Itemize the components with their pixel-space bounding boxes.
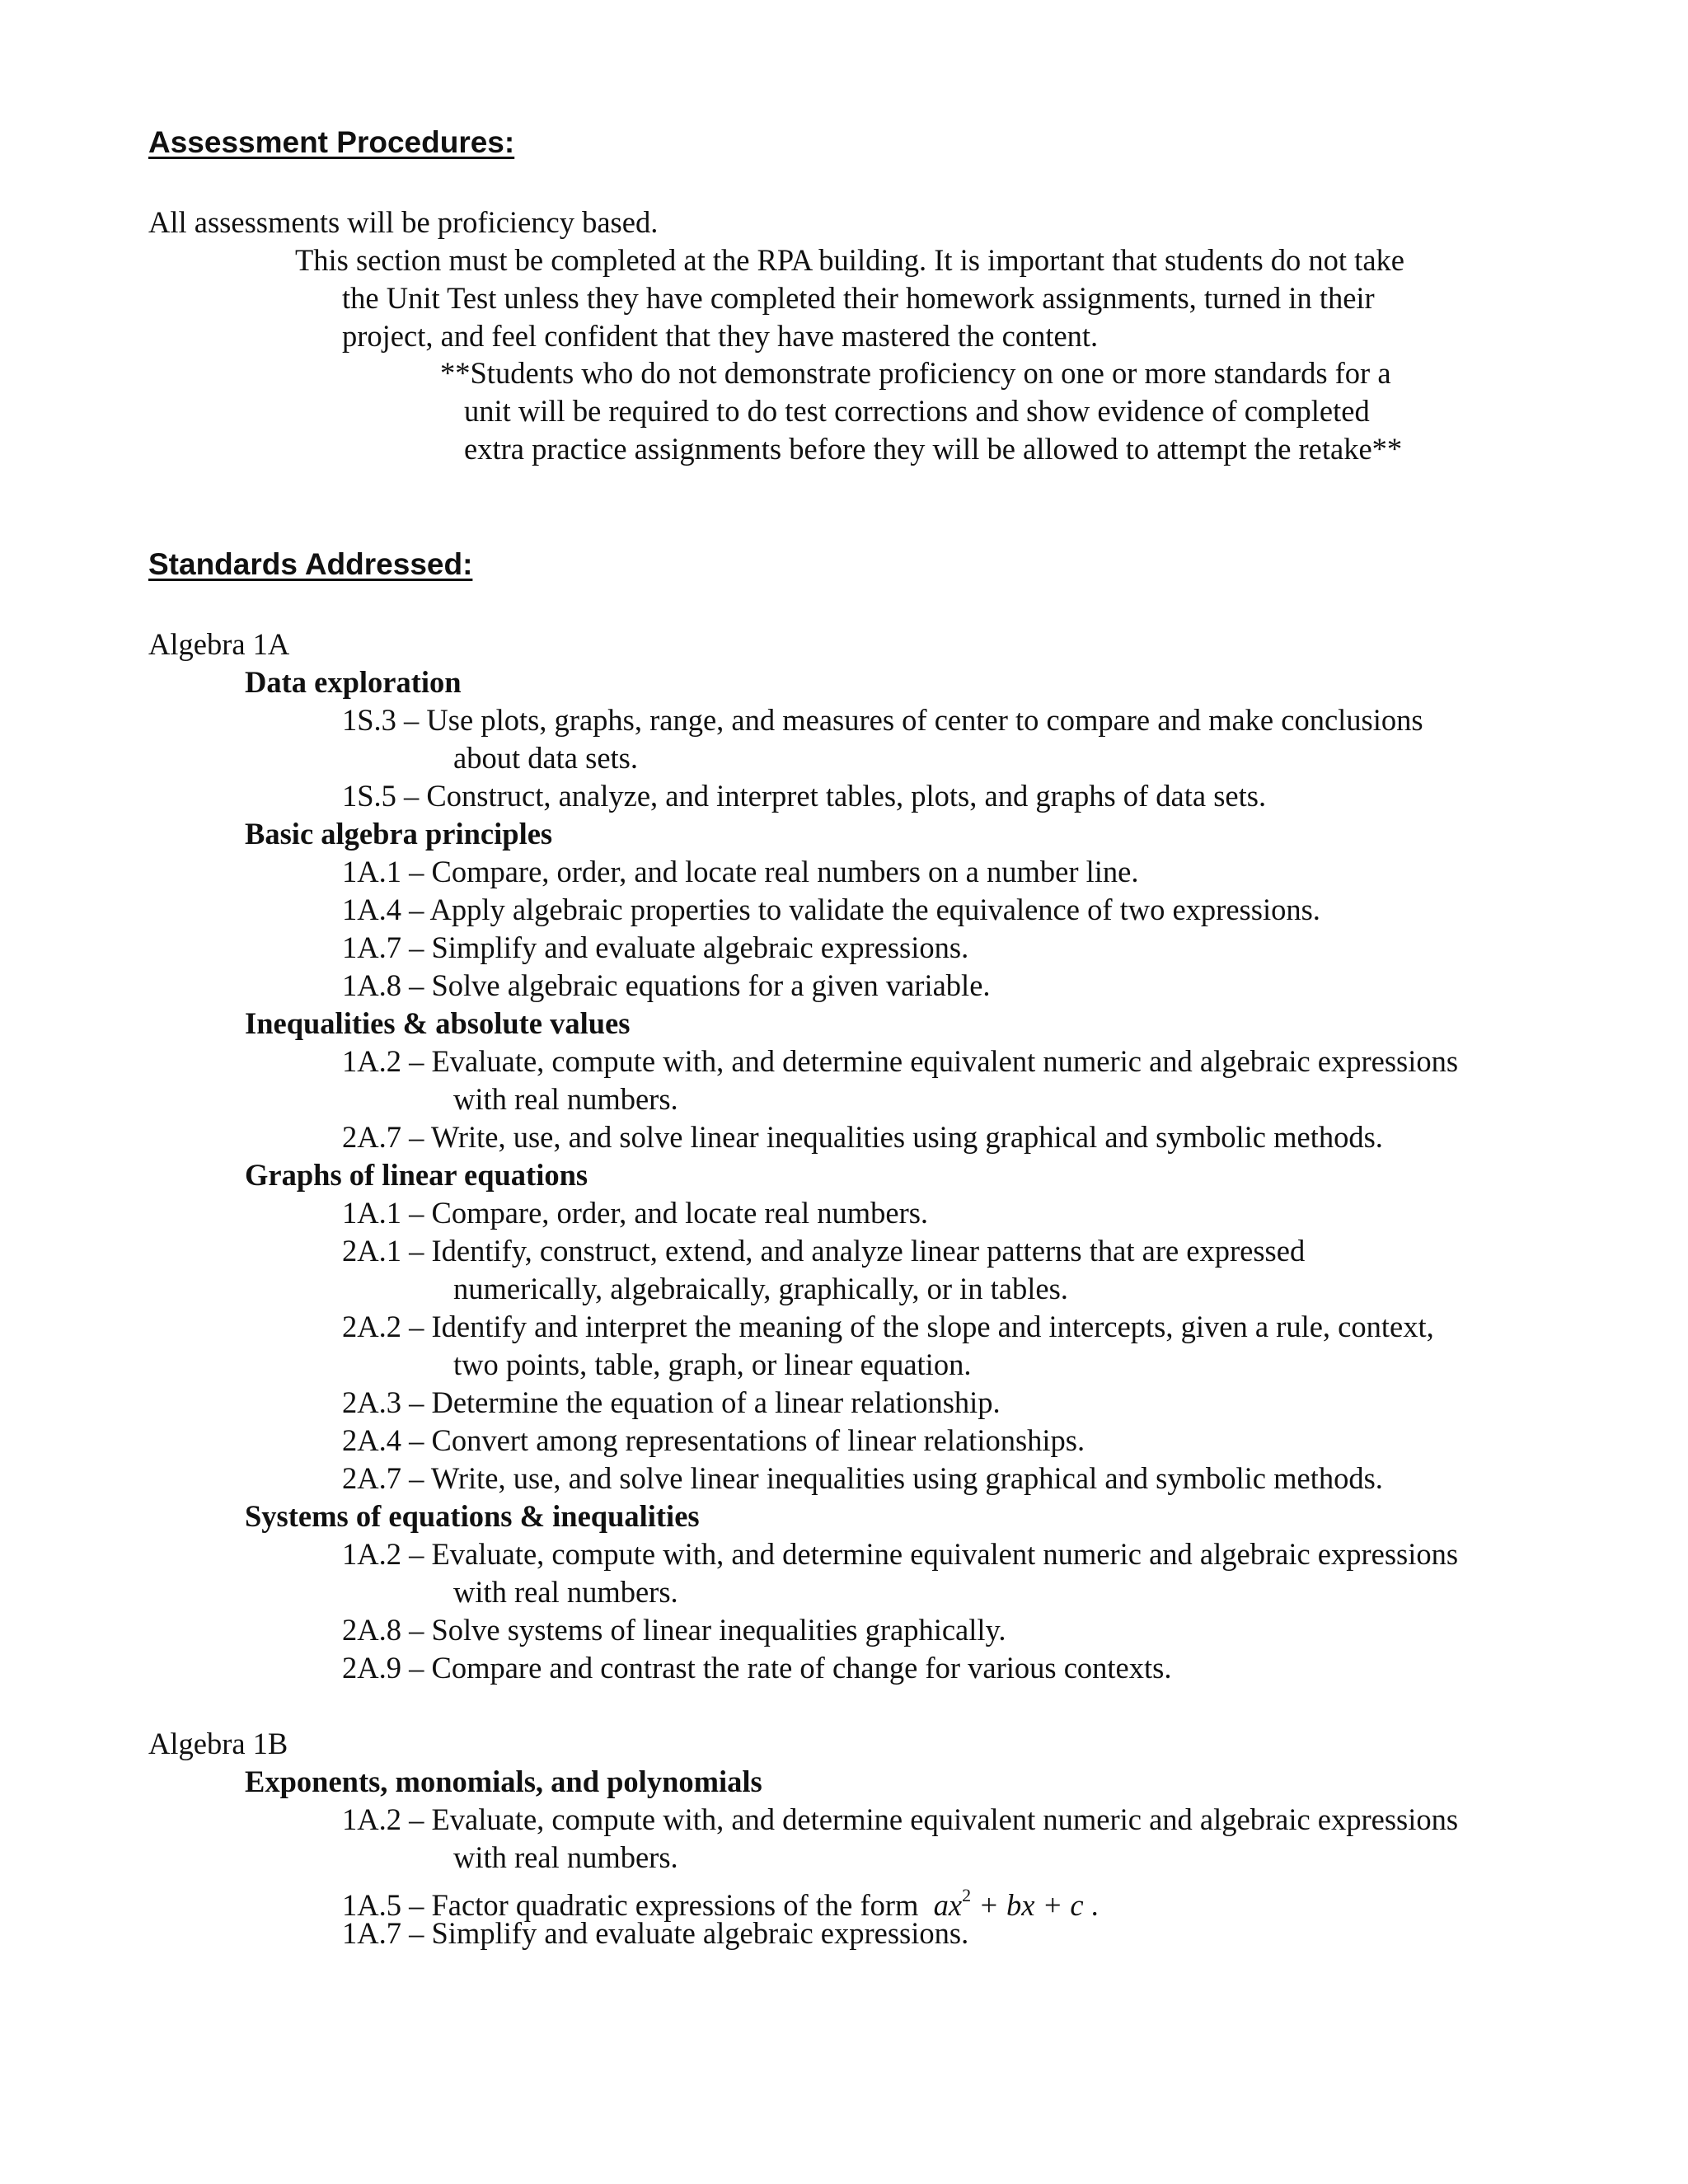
standard-item-continuation: with real numbers. [453, 1840, 678, 1874]
assessment-para2-line1: **Students who do not demonstrate proficiency on one or more standards for a [440, 356, 1391, 390]
standard-item: 1A.1 – Compare, order, and locate real numbers. [342, 1196, 929, 1230]
standards-heading: Standards Addressed: [148, 547, 473, 581]
standard-item: 1A.8 – Solve algebraic equations for a given variable. [342, 968, 991, 1002]
assessment-para1-line3: project, and feel confident that they have mastered the content. [342, 319, 1099, 353]
standard-item: 1S.3 – Use plots, graphs, range, and measures of center to compare and make conclusions [342, 703, 1423, 737]
topic-exponents-monomials-polynomials: Exponents, monomials, and polynomials [245, 1765, 762, 1798]
standard-item-continuation: about data sets. [453, 741, 639, 775]
standard-item: 1A.4 – Apply algebraic properties to validate the equivalence of two expressions. [342, 893, 1320, 926]
standard-item-continuation: with real numbers. [453, 1082, 678, 1116]
standard-item: 2A.2 – Identify and interpret the meaning of the slope and intercepts, given a rule, context, [342, 1310, 1434, 1343]
course-title-algebra-1a: Algebra 1A [148, 627, 290, 661]
formula-rest: + bx + c [971, 1888, 1084, 1922]
assessment-para1-line1: This section must be completed at the RPA building. It is important that students do not take [295, 243, 1404, 277]
standard-item: 2A.4 – Convert among representations of linear relationships. [342, 1423, 1085, 1457]
formula-base: ax [933, 1888, 963, 1922]
assessment-para1-line2: the Unit Test unless they have completed their homework assignments, turned in their [342, 281, 1375, 315]
standard-item: 1A.1 – Compare, order, and locate real numbers on a number line. [342, 855, 1139, 888]
assessment-intro: All assessments will be proficiency based. [148, 205, 659, 239]
standard-item: 2A.1 – Identify, construct, extend, and analyze linear patterns that are expressed [342, 1234, 1306, 1268]
standard-item: 1A.2 – Evaluate, compute with, and determine equivalent numeric and algebraic expressions [342, 1802, 1459, 1836]
standard-item-continuation: with real numbers. [453, 1575, 678, 1609]
formula-exponent: 2 [962, 1885, 972, 1905]
standard-item: 1S.5 – Construct, analyze, and interpret tables, plots, and graphs of data sets. [342, 779, 1267, 813]
standard-item-text: 1A.5 – Factor quadratic expressions of the form [342, 1888, 919, 1922]
standard-item-continuation: numerically, algebraically, graphically, or in tables. [453, 1272, 1068, 1305]
assessment-para2-line2: unit will be required to do test corrections and show evidence of completed [464, 394, 1370, 428]
topic-systems-of-equations: Systems of equations & inequalities [245, 1499, 700, 1533]
topic-graphs-of-linear-equations: Graphs of linear equations [245, 1158, 588, 1192]
course-title-algebra-1b: Algebra 1B [148, 1727, 288, 1760]
standard-item: 2A.8 – Solve systems of linear inequalities graphically. [342, 1613, 1006, 1647]
standard-item: 2A.3 – Determine the equation of a linear relationship. [342, 1385, 1001, 1419]
standard-item: 1A.7 – Simplify and evaluate algebraic expressions. [342, 1916, 969, 1950]
topic-inequalities-absolute-values: Inequalities & absolute values [245, 1006, 631, 1040]
standard-item: 2A.7 – Write, use, and solve linear inequalities using graphical and symbolic methods. [342, 1120, 1383, 1154]
standard-item: 1A.7 – Simplify and evaluate algebraic expressions. [342, 930, 969, 964]
standard-item: 1A.2 – Evaluate, compute with, and determine equivalent numeric and algebraic expressions [342, 1537, 1459, 1571]
standard-item: 1A.2 – Evaluate, compute with, and determine equivalent numeric and algebraic expressions [342, 1044, 1459, 1078]
topic-data-exploration: Data exploration [245, 665, 462, 699]
standard-item: 2A.9 – Compare and contrast the rate of change for various contexts. [342, 1651, 1172, 1685]
formula-suffix: . [1083, 1888, 1099, 1922]
assessment-para2-line3: extra practice assignments before they will be allowed to attempt the retake** [464, 432, 1403, 466]
assessment-heading: Assessment Procedures: [148, 125, 515, 159]
standard-item-continuation: two points, table, graph, or linear equation. [453, 1347, 972, 1381]
standard-item: 2A.7 – Write, use, and solve linear inequalities using graphical and symbolic methods. [342, 1461, 1383, 1495]
topic-basic-algebra-principles: Basic algebra principles [245, 817, 553, 851]
